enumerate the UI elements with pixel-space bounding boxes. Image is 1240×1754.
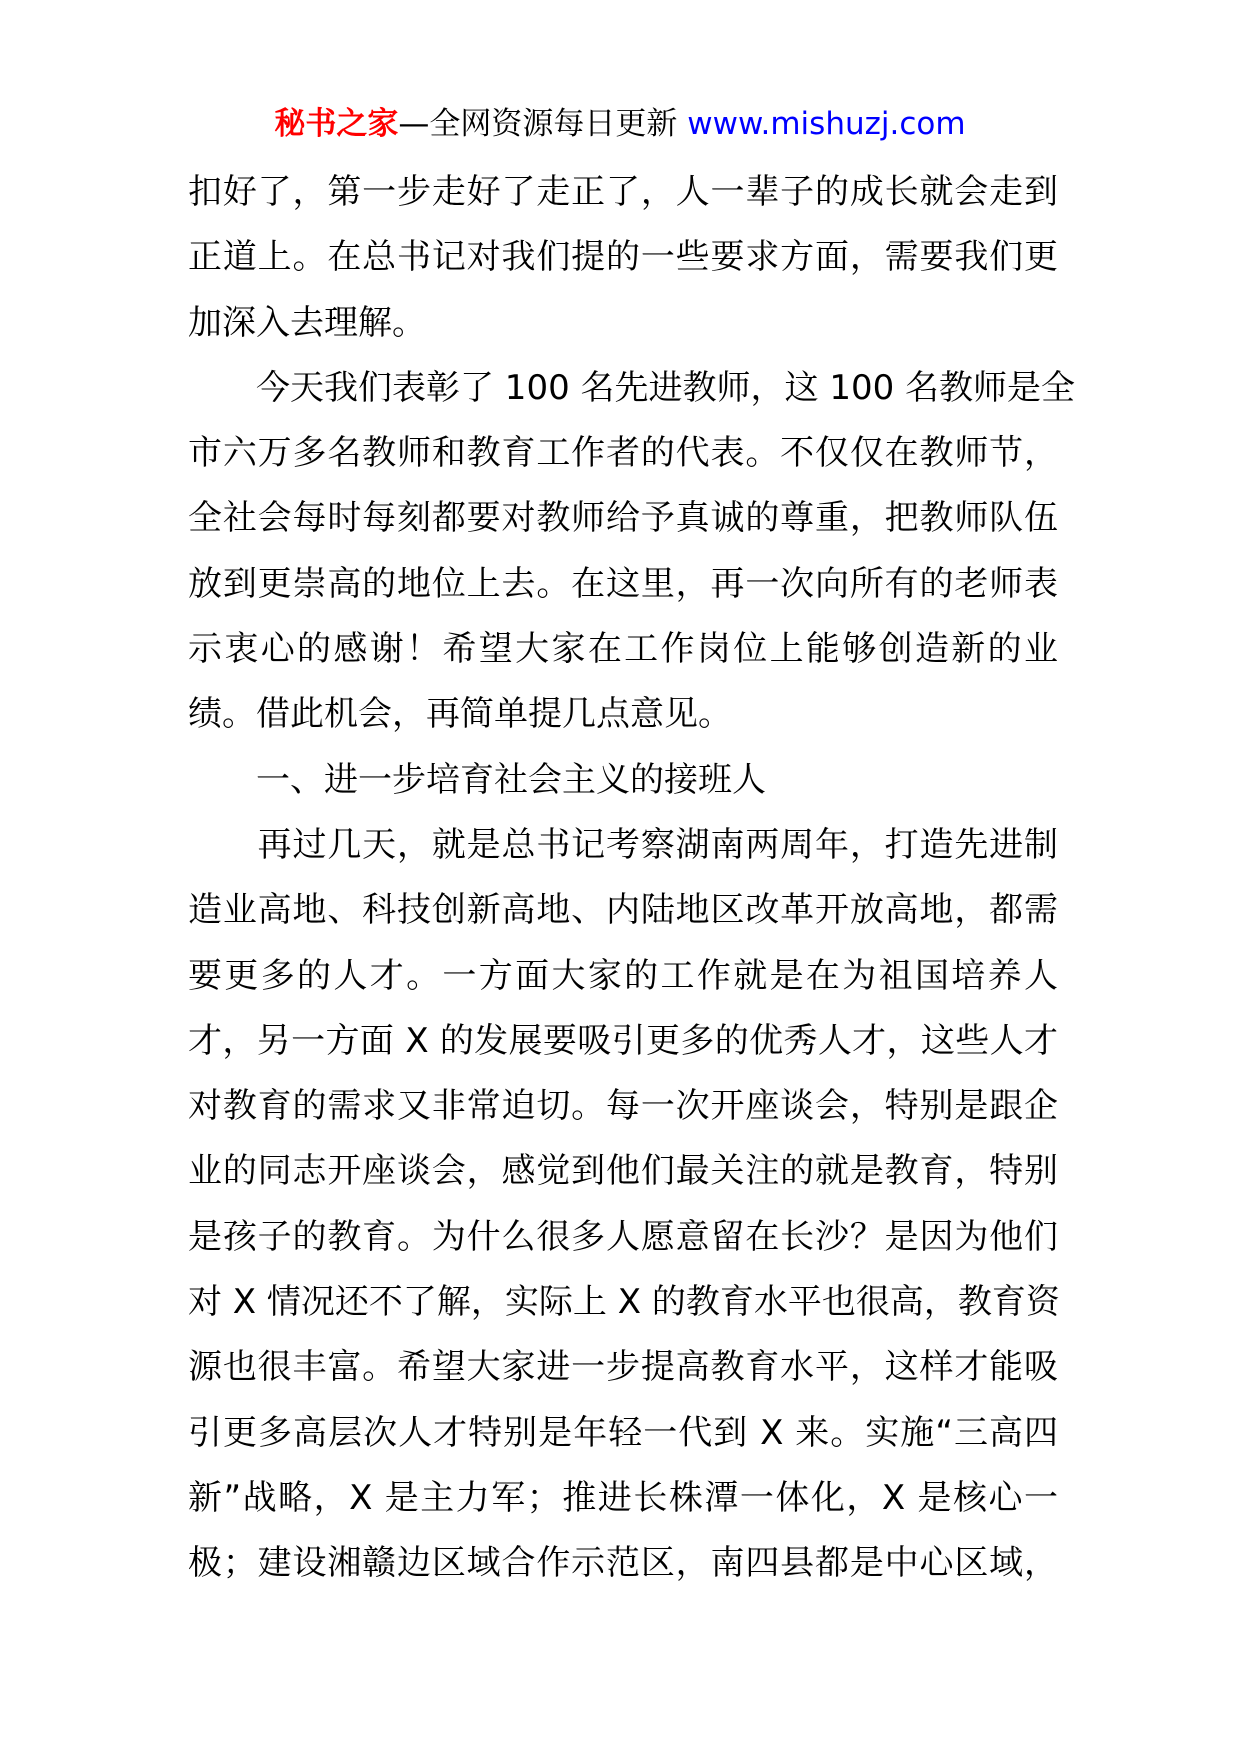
text-line: 全社会每时每刻都要对教师给予真诚的尊重，把教师队伍 xyxy=(188,498,1058,539)
section-heading: 一、进一步培育社会主义的接班人 xyxy=(188,759,766,800)
header-tagline: —全网资源每日更新 xyxy=(398,106,678,142)
brand-name: 秘书之家 xyxy=(274,106,399,142)
text-line: 业的同志开座谈会，感觉到他们最关注的就是教育，特别 xyxy=(188,1151,1058,1192)
text-line: 放到更崇高的地位上去。在这里，再一次向所有的老师表 xyxy=(188,563,1058,604)
text-line: 示衷心的感谢！希望大家在工作岗位上能够创造新的业 xyxy=(188,629,1058,670)
text-line: 扣好了，第一步走好了走正了，人一辈子的成长就会走到 xyxy=(188,172,1058,212)
text-line: 对 X 情况还不了解，实际上 X 的教育水平也很高，教育资 xyxy=(188,1282,1060,1323)
text-line: 要更多的人才。一方面大家的工作就是在为祖国培养人 xyxy=(188,955,1058,996)
text-line: 新”战略，X 是主力军；推进长株潭一体化，X 是核心一 xyxy=(188,1477,1058,1518)
text-line: 再过几天，就是总书记考察湖南两周年，打造先进制 xyxy=(188,824,1058,865)
text-line: 才，另一方面 X 的发展要吸引更多的优秀人才，这些人才 xyxy=(188,1020,1058,1061)
site-url-link[interactable]: www.mishuzj.com xyxy=(687,106,966,142)
text-line: 引更多高层次人才特别是年轻一代到 X 来。实施“三高四 xyxy=(188,1412,1058,1453)
text-line: 市六万多名教师和教育工作者的代表。不仅仅在教师节， xyxy=(188,433,1058,474)
text-line: 源也很丰富。希望大家进一步提高教育水平，这样才能吸 xyxy=(188,1347,1058,1388)
text-line: 对教育的需求又非常迫切。每一次开座谈会，特别是跟企 xyxy=(188,1086,1058,1127)
text-line: 今天我们表彰了 100 名先进教师，这 100 名教师是全 xyxy=(188,367,1076,408)
text-line: 绩。借此机会，再简单提几点意见。 xyxy=(188,694,732,735)
text-line: 造业高地、科技创新高地、内陆地区改革开放高地，都需 xyxy=(188,890,1058,931)
site-header xyxy=(0,102,1240,146)
text-line: 是孩子的教育。为什么很多人愿意留在长沙？是因为他们 xyxy=(188,1216,1058,1257)
document-body xyxy=(188,160,1076,1597)
text-line: 加深入去理解。 xyxy=(188,302,426,343)
text-line: 极；建设湘赣边区域合作示范区，南四县都是中心区域， xyxy=(188,1543,1058,1584)
text-line: 正道上。在总书记对我们提的一些要求方面，需要我们更 xyxy=(188,237,1058,278)
